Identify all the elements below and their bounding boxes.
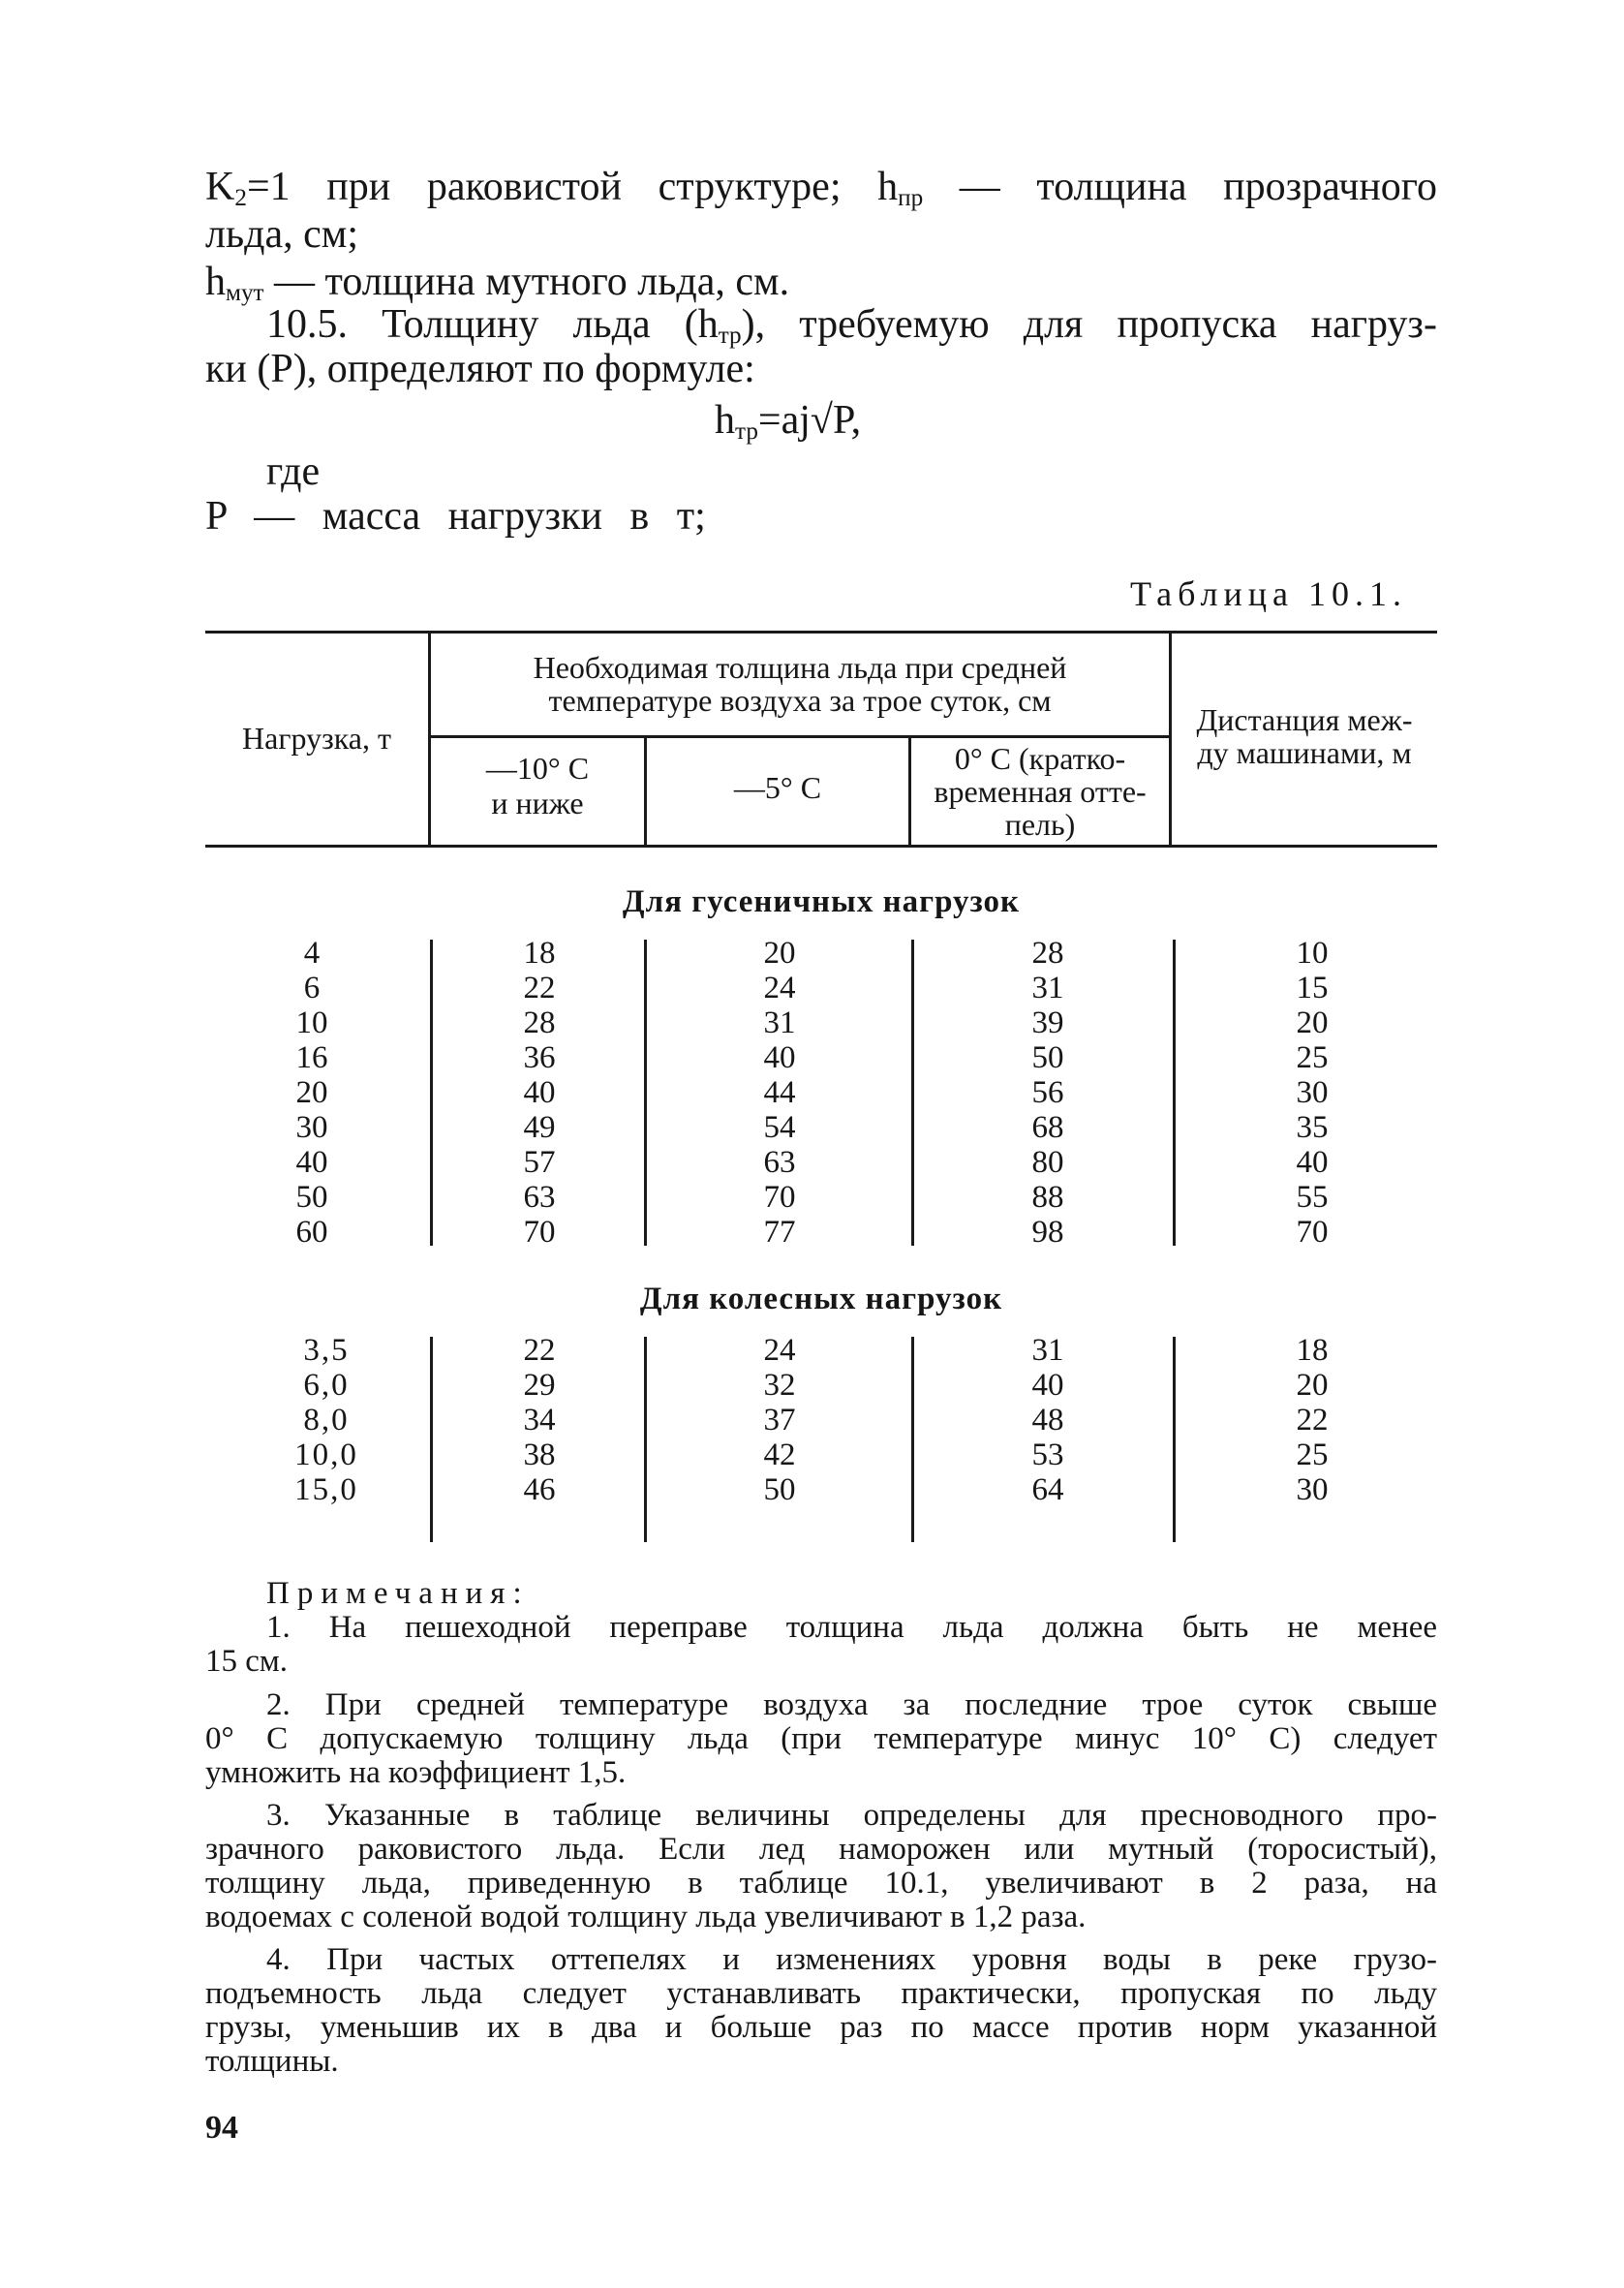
subcolumn-minus10-line-1: —10° С bbox=[485, 751, 590, 786]
wheeled-minus10-column bbox=[481, 1333, 598, 1507]
body-divider-6 bbox=[644, 1337, 647, 1542]
note-2-line-3: умножить на коэффициент 1,5. bbox=[205, 1755, 627, 1790]
table-cell: 46 bbox=[523, 1472, 556, 1507]
table-cell: 53 bbox=[1031, 1438, 1064, 1472]
body-divider-8 bbox=[1173, 1337, 1176, 1542]
table-cell: 20 bbox=[1296, 1368, 1329, 1403]
section-title-tracked: Для гусеничных нагрузок bbox=[622, 884, 1021, 919]
table-cell: 42 bbox=[763, 1438, 796, 1472]
table-cell: 15,0 bbox=[294, 1472, 358, 1507]
table-cell: 40 bbox=[295, 1145, 328, 1180]
table-cell: 80 bbox=[1031, 1145, 1064, 1180]
column-header-distance-line-1: Дистанция меж- bbox=[1196, 702, 1413, 737]
table-cell: 6,0 bbox=[303, 1368, 350, 1403]
table-cell: 32 bbox=[763, 1368, 796, 1403]
table-cell: 40 bbox=[763, 1040, 796, 1075]
table-cell: 50 bbox=[1031, 1040, 1064, 1075]
tracked-minus10-column bbox=[481, 936, 598, 1250]
column-header-load: Нагрузка, т bbox=[242, 721, 391, 756]
table-cell: 20 bbox=[295, 1075, 328, 1110]
wheeled-minus5-column bbox=[721, 1333, 838, 1507]
table-cell: 31 bbox=[1031, 971, 1064, 1005]
body-divider-3 bbox=[911, 940, 914, 1246]
table-cell: 10 bbox=[1296, 936, 1329, 971]
table-cell: 30 bbox=[1296, 1075, 1329, 1110]
note-4-line-3: грузы, уменьшив их в два и больше раз по массе против норм указанной bbox=[205, 2010, 1437, 2045]
table-cell: 20 bbox=[763, 936, 796, 971]
table-cell: 44 bbox=[763, 1075, 796, 1110]
subcolumn-minus5: —5° С bbox=[733, 770, 822, 805]
table-cell: 55 bbox=[1296, 1180, 1329, 1215]
table-cell: 10 bbox=[295, 1005, 328, 1040]
table-cell: 57 bbox=[523, 1145, 556, 1180]
table-cell: 30 bbox=[1296, 1472, 1329, 1507]
table-cell: 29 bbox=[523, 1368, 556, 1403]
intro-line-2: льда, см; bbox=[205, 212, 359, 257]
table-cell: 88 bbox=[1031, 1180, 1064, 1215]
table-cell: 40 bbox=[523, 1075, 556, 1110]
table-cell: 39 bbox=[1031, 1005, 1064, 1040]
note-3-line-2: зрачного раковистого льда. Если лед наморожен или мутный (торосистый), bbox=[205, 1832, 1437, 1867]
formula: $h_{тр}=aj√P$, bbox=[715, 398, 862, 445]
table-cell: 3,5 bbox=[303, 1333, 350, 1368]
table-cell: 8,0 bbox=[303, 1403, 350, 1438]
wheeled-load-column bbox=[254, 1333, 399, 1507]
table-cell: 31 bbox=[1031, 1333, 1064, 1368]
table-cell: 10,0 bbox=[294, 1438, 358, 1472]
tracked-minus5-column bbox=[721, 936, 838, 1250]
table-cell: 22 bbox=[523, 971, 556, 1005]
table-cell: 15 bbox=[1296, 971, 1329, 1005]
table-cell: 70 bbox=[763, 1180, 796, 1215]
table-cell: 16 bbox=[295, 1040, 328, 1075]
subcolumn-zero-line-3: пель) bbox=[1004, 807, 1076, 842]
table-cell: 50 bbox=[763, 1472, 796, 1507]
body-divider-1 bbox=[430, 940, 433, 1246]
note-4-line-1: 4. При частых оттепелях и изменениях уровня воды в реке грузо- bbox=[266, 1942, 1437, 1977]
column-group-header-line-2: температуре воздуха за трое суток, см bbox=[548, 683, 1052, 718]
note-1-line-1: 1. На пешеходной переправе толщина льда должна быть не менее bbox=[266, 1610, 1437, 1645]
table-cell: 18 bbox=[1296, 1333, 1329, 1368]
intro-line-1: $K_2=1$ при раковистой структуре; $h_{пр}$ — толщина прозрачного bbox=[205, 165, 1437, 211]
table-cell: 77 bbox=[763, 1215, 796, 1250]
subcolumn-minus10-line-2: и ниже bbox=[491, 786, 584, 820]
table-cell: 56 bbox=[1031, 1075, 1064, 1110]
page-number: 94 bbox=[205, 2110, 238, 2146]
table-cell: 4 bbox=[303, 936, 321, 971]
paragraph-10-5-line-1: 10.5. Толщину льда $(h_{тр})$, требуемую для пропуска нагруз- bbox=[266, 302, 1438, 349]
table-cell: 25 bbox=[1296, 1040, 1329, 1075]
table-cell: 98 bbox=[1031, 1215, 1064, 1250]
note-4-line-2: подъемность льда следует устанавливать практически, пропуская по льду bbox=[205, 1976, 1437, 2011]
table-cell: 54 bbox=[763, 1110, 796, 1145]
table-cell: 64 bbox=[1031, 1472, 1064, 1507]
note-3-line-4: водоемах с соленой водой толщину льда увеличивают в 1,2 раза. bbox=[205, 1900, 1087, 1934]
table-cell: 63 bbox=[763, 1145, 796, 1180]
table-cell: 18 bbox=[523, 936, 556, 971]
table-cell: 63 bbox=[523, 1180, 556, 1215]
note-4-line-4: толщины. bbox=[205, 2044, 339, 2079]
table-cell: 48 bbox=[1031, 1403, 1064, 1438]
table-cell: 70 bbox=[1296, 1215, 1329, 1250]
table-cell: 70 bbox=[523, 1215, 556, 1250]
table-top-rule bbox=[205, 631, 1437, 634]
note-2-line-1: 2. При средней температуре воздуха за последние трое суток свыше bbox=[266, 1687, 1437, 1722]
paragraph-10-5-line-2: ки (P), определяют по формуле: bbox=[205, 347, 755, 391]
table-header-bottom-rule bbox=[205, 845, 1437, 848]
table-cell: 31 bbox=[763, 1005, 796, 1040]
table-cell: 60 bbox=[295, 1215, 328, 1250]
table-caption: Таблица 10.1. bbox=[1130, 574, 1407, 613]
body-divider-7 bbox=[911, 1337, 914, 1542]
intro-line-3: $h_{мут}$ — толщина мутного льда, см. bbox=[205, 260, 790, 306]
table-cell: 20 bbox=[1296, 1005, 1329, 1040]
table-cell: 34 bbox=[523, 1403, 556, 1438]
table-cell: 24 bbox=[763, 971, 796, 1005]
table-cell: 40 bbox=[1031, 1368, 1064, 1403]
table-cell: 22 bbox=[1296, 1403, 1329, 1438]
table-cell: 28 bbox=[1031, 936, 1064, 971]
section-title-wheeled: Для колесных нагрузок bbox=[639, 1282, 1003, 1316]
table-cell: 50 bbox=[295, 1180, 328, 1215]
table-cell: 25 bbox=[1296, 1438, 1329, 1472]
body-divider-5 bbox=[430, 1337, 433, 1542]
table-cell: 37 bbox=[763, 1403, 796, 1438]
p-definition: P — масса нагрузки в т; bbox=[205, 494, 706, 539]
note-3-line-3: толщину льда, приведенную в таблице 10.1, увеличивают в 2 раза, на bbox=[205, 1866, 1437, 1901]
tracked-load-column bbox=[254, 936, 370, 1250]
tracked-distance-column bbox=[1254, 936, 1370, 1250]
where-label: где bbox=[266, 449, 321, 494]
table-cell: 36 bbox=[523, 1040, 556, 1075]
note-2-line-2: 0° С допускаемую толщину льда (при температуре минус 10° С) следует bbox=[205, 1721, 1437, 1756]
table-header-mid-rule bbox=[428, 735, 1169, 738]
table-cell: 49 bbox=[523, 1110, 556, 1145]
table-cell: 35 bbox=[1296, 1110, 1329, 1145]
column-group-header-line-1: Необходимая толщина льда при средней bbox=[533, 650, 1067, 685]
table-cell: 6 bbox=[303, 971, 321, 1005]
subcolumn-zero-line-1: 0° С (кратко- bbox=[954, 741, 1126, 776]
table-cell: 24 bbox=[763, 1333, 796, 1368]
column-header-distance-line-2: ду машинами, м bbox=[1197, 735, 1412, 770]
table-cell: 22 bbox=[523, 1333, 556, 1368]
note-1-line-2: 15 см. bbox=[205, 1644, 289, 1679]
table-cell: 30 bbox=[295, 1110, 328, 1145]
table-cell: 28 bbox=[523, 1005, 556, 1040]
subcolumn-zero-line-2: временная отте- bbox=[934, 774, 1147, 809]
notes-title: Примечания: bbox=[266, 1576, 530, 1611]
table-cell: 68 bbox=[1031, 1110, 1064, 1145]
wheeled-distance-column bbox=[1254, 1333, 1370, 1507]
body-divider-4 bbox=[1173, 940, 1176, 1246]
wheeled-zero-column bbox=[990, 1333, 1106, 1507]
body-divider-2 bbox=[644, 940, 647, 1246]
table-cell: 40 bbox=[1296, 1145, 1329, 1180]
tracked-zero-column bbox=[990, 936, 1106, 1250]
note-3-line-1: 3. Указанные в таблице величины определены для пресноводного про- bbox=[266, 1798, 1437, 1833]
table-cell: 38 bbox=[523, 1438, 556, 1472]
